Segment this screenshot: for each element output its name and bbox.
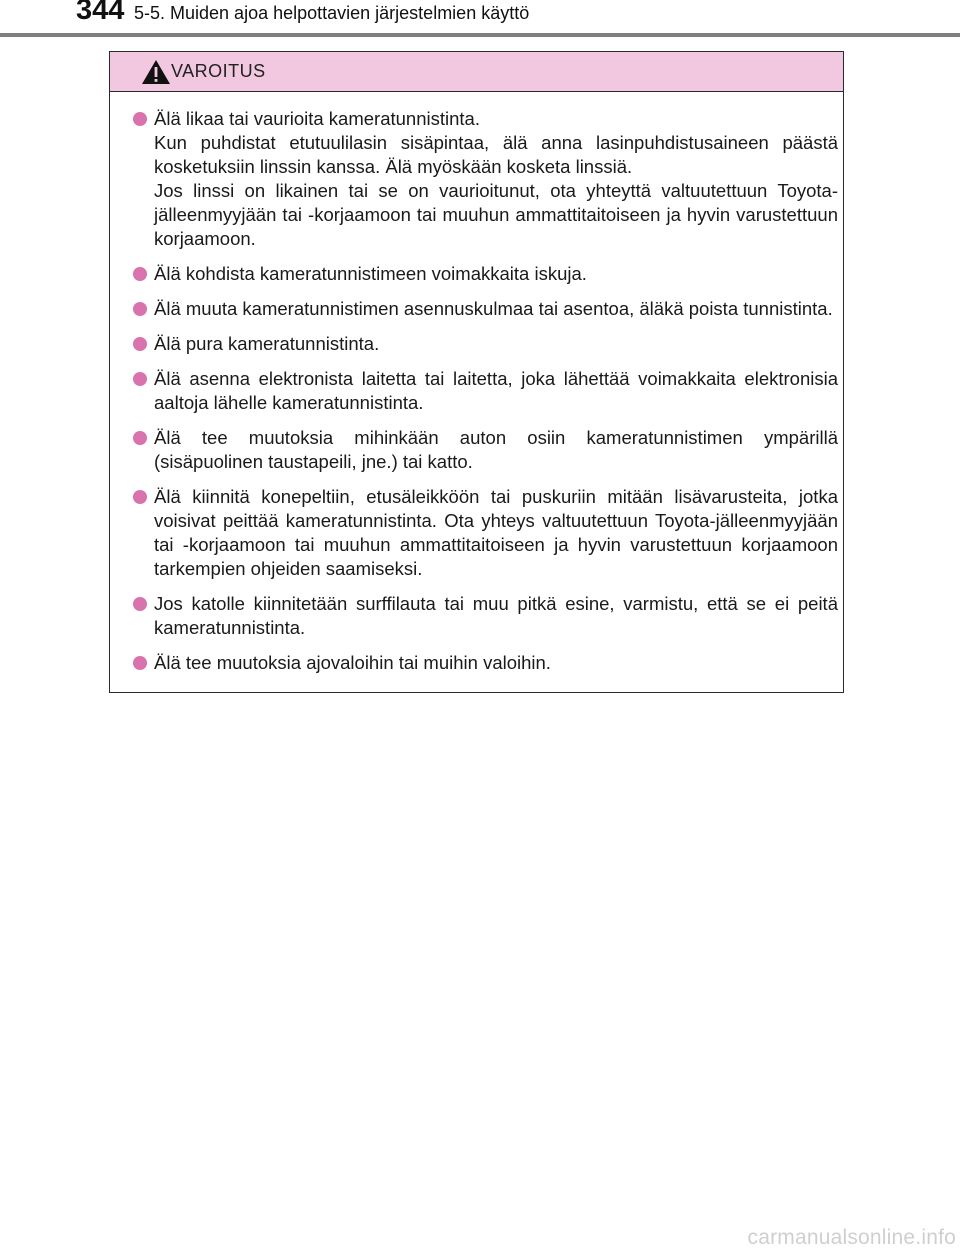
watermark: carmanualsonline.info <box>747 1226 956 1249</box>
header-rule <box>0 33 960 37</box>
bullet-icon <box>133 302 147 316</box>
bullet-icon <box>133 597 147 611</box>
list-item <box>130 485 838 581</box>
item-text: Älä tee muutoksia ajovaloihin tai muihin valoihin. <box>154 652 551 673</box>
list-item <box>130 367 838 415</box>
list-item <box>130 592 838 640</box>
list-item <box>130 262 838 286</box>
warning-label: VAROITUS <box>171 61 266 81</box>
list-item <box>130 107 838 251</box>
item-text: Älä asenna elektronista laitetta tai laitetta, joka lähettää voimakkaita elektronisia aaltoja lähelle kameratunnistinta. <box>154 368 838 413</box>
page-header <box>0 0 960 40</box>
item-text: Älä pura kameratunnistinta. <box>154 333 380 354</box>
item-text: Älä kiinnitä konepeltiin, etusäleikköön tai puskuriin mitään lisävarusteita, jotka voisivat peittää kameratunnistinta. Ota yhteys valtuutettuun Toyota-jälleenmyyjään tai -korjaamoon tai muuhun ammattitaitoiseen ja hyvin varustettuun korjaamoon tarkempien ohjeiden saamiseksi. <box>154 486 838 579</box>
list-item <box>130 651 838 675</box>
bullet-icon <box>133 267 147 281</box>
bullet-icon <box>133 656 147 670</box>
page-number: 344 <box>76 0 125 26</box>
item-text: Älä likaa tai vaurioita kameratunnistinta. Kun puhdistat etutuulilasin sisäpintaa, älä anna lasinpuhdistusaineen päästä kosketuksiin linssin kanssa. Älä myöskään kosketa linssiä. Jos linssi on likainen tai se on vaurioitunut, ota yhteyttä valtuutettuun Toyota-jälleenmyyjään tai -korjaamoon tai muuhun ammattitaitoiseen ja hyvin varustettuun korjaamoon. <box>154 108 838 249</box>
bullet-icon <box>133 112 147 126</box>
warning-box <box>109 51 844 693</box>
bullet-icon <box>133 372 147 386</box>
bullet-icon <box>133 337 147 351</box>
bullet-icon <box>133 490 147 504</box>
item-text: Älä tee muutoksia mihinkään auton osiin kameratunnistimen ympärillä (sisäpuolinen taustapeili, jne.) tai katto. <box>154 427 838 472</box>
list-item <box>130 332 838 356</box>
list-item <box>130 426 838 474</box>
list-item <box>130 297 838 321</box>
warning-list <box>130 107 838 686</box>
item-text: Älä kohdista kameratunnistimeen voimakkaita iskuja. <box>154 263 587 284</box>
warning-triangle-icon <box>141 59 171 85</box>
bullet-icon <box>133 431 147 445</box>
section-title: 5-5. Muiden ajoa helpottavien järjestelmien käyttö <box>134 3 530 23</box>
item-text: Älä muuta kameratunnistimen asennuskulmaa tai asentoa, äläkä poista tunnistinta. <box>154 298 833 319</box>
warning-header <box>110 52 843 92</box>
item-text: Jos katolle kiinnitetään surffilauta tai muu pitkä esine, varmistu, että se ei peitä kameratunnistinta. <box>154 593 838 638</box>
